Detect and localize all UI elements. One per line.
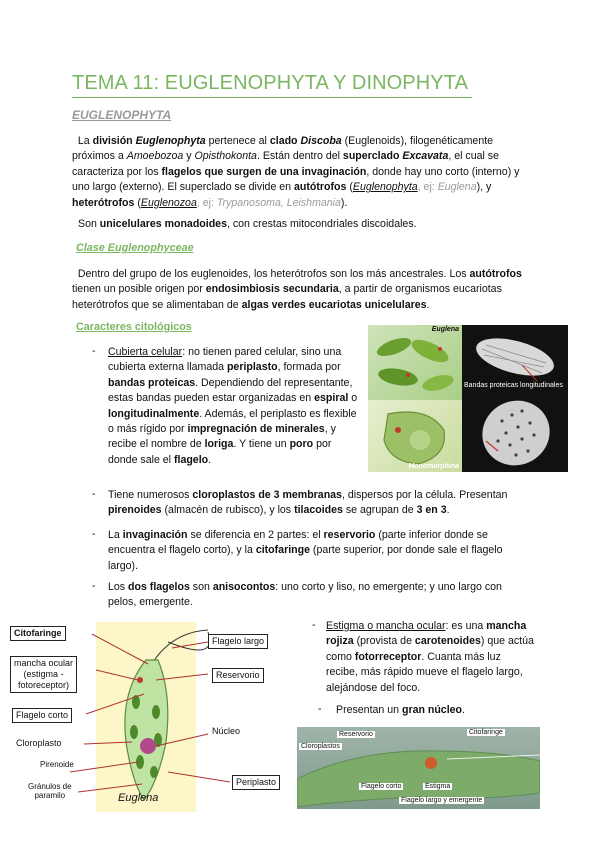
euglena-cells-illustration [368,325,462,400]
title-underline [72,97,472,98]
bullet-dash: - [92,345,96,357]
micro-label-cloroplastos: Cloroplastos [301,743,340,750]
section-heading: EUGLENOPHYTA [72,108,172,122]
longitudinal-bands-photo [462,381,568,472]
micro-label-flagelo-largo: Flagelo largo y emergente [401,797,483,804]
micro-label-flagelo-corto: Flagelo corto [361,783,402,790]
label-granulos: Gránulos de paramilo [28,782,72,800]
longitudinal-cell-illustration [462,381,568,472]
bullet-cubierta: Cubierta celular: no tienen pared celular, sino una cubierta externa llamada periplasto, formada por bandas proteicas. Dependiendo del representante, estas bandas pueden estar organizadas en espiral o longitudinalmente. Además, el periplasto es flexible o más rígido por impregnación de minerales, y recibe el nombre de loriga. Y tiene un poro por donde sale el flagelo. [108,346,358,466]
label-periplasto: Periplasto [232,775,280,790]
bullet-flagelos: Los dos flagelos son anisocontos: uno corto y liso, no emergente; y uno largo con pelos, emergente. [108,581,502,609]
clase-paragraph: Dentro del grupo de los euglenoides, los heterótrofos son los más ancestrales. Los autótrofos tienen un posible origen por endosimbiosis secundaria, a partir de organismos eucariotas heterótrofos que se alimentaban de algas verdes eucariotas unicelulares. [72,268,522,311]
label-nucleo: Núcleo [212,726,241,736]
label-citofaringe: Citofaringe [10,626,66,641]
euglena-micrograph [297,727,540,809]
euglena-photo-label: Euglena [431,326,459,333]
label-euglena-name: Euglena [118,792,159,804]
bullet-estigma: Estigma o mancha ocular: es una mancha rojiza (provista de carotenoides) que actúa como fotorreceptor. Cuanta más luz recibe, más rápido mueve el flagelo largo, alejándose del foco. [326,620,534,694]
micro-label-estigma: Estigma [425,783,451,790]
page-title: TEMA 11: EUGLENOPHYTA Y DINOPHYTA [72,72,469,94]
bullet-nucleo: Presentan un gran núcleo. [336,704,465,716]
label-mancha-ocular: mancha ocular (estigma - fotoreceptor) [10,656,77,693]
euglena-photo [368,325,462,400]
micro-label-citofaringe: Citofaringe [469,729,503,736]
caracteres-heading: Caracteres citológicos [76,321,192,333]
bullet-cloroplastos: Tiene numerosos cloroplastos de 3 membranas, dispersos por la célula. Presentan pirenoides (almacén de rubisco), y los tilacoides se agrupan de 3 en 3. [108,489,508,517]
bullet-dash: - [312,619,316,631]
longitudinal-bands-label: Bandas proteicas longitudinales [464,382,563,389]
bullet-dash: - [92,488,96,500]
micro-label-reservorio: Reservorio [339,731,373,738]
euglena-diagram [8,622,298,812]
monomorphina-photo [368,400,462,472]
label-reservorio: Reservorio [212,668,264,683]
clase-heading: Clase Euglenophyceae [76,242,194,254]
monomorphina-label: Monomorphina [408,463,459,470]
intro-paragraph: La división Euglenophyta pertenece al clado Discoba (Euglenoids), filogenéticamente próximos a Amoebozoa y Opisthokonta. Están dentro del superclado Excavata, el cual se caracteriza por los flagelos que surgen de una invaginación, donde hay uno corto (interno) y uno largo (externo). El superclado se divide en autótrofos (Euglenophyta, ej: Euglena), y heterótrofos (Euglenozoa, ej: Trypanosoma, Leishmania). [72,135,520,209]
bullet-dash: - [92,580,96,592]
bullet-dash: - [318,703,322,715]
label-flagelo-corto: Flagelo corto [12,708,72,723]
unicellular-paragraph: Son unicelulares monadoides, con crestas mitocondriales discoidales. [78,218,417,230]
bullet-dash: - [92,528,96,540]
label-flagelo-largo: Flagelo largo [208,634,268,649]
monomorphina-cell-illustration [368,400,462,472]
bullet-invaginacion: La invaginación se diferencia en 2 partes: el reservorio (parte inferior donde se encuentra el flagelo corto), y la citofaringe (parte superior, por donde sale el flagelo largo). [108,529,503,572]
label-cloroplasto: Cloroplasto [16,738,62,748]
label-pirenoide: Pirenoide [40,760,74,769]
